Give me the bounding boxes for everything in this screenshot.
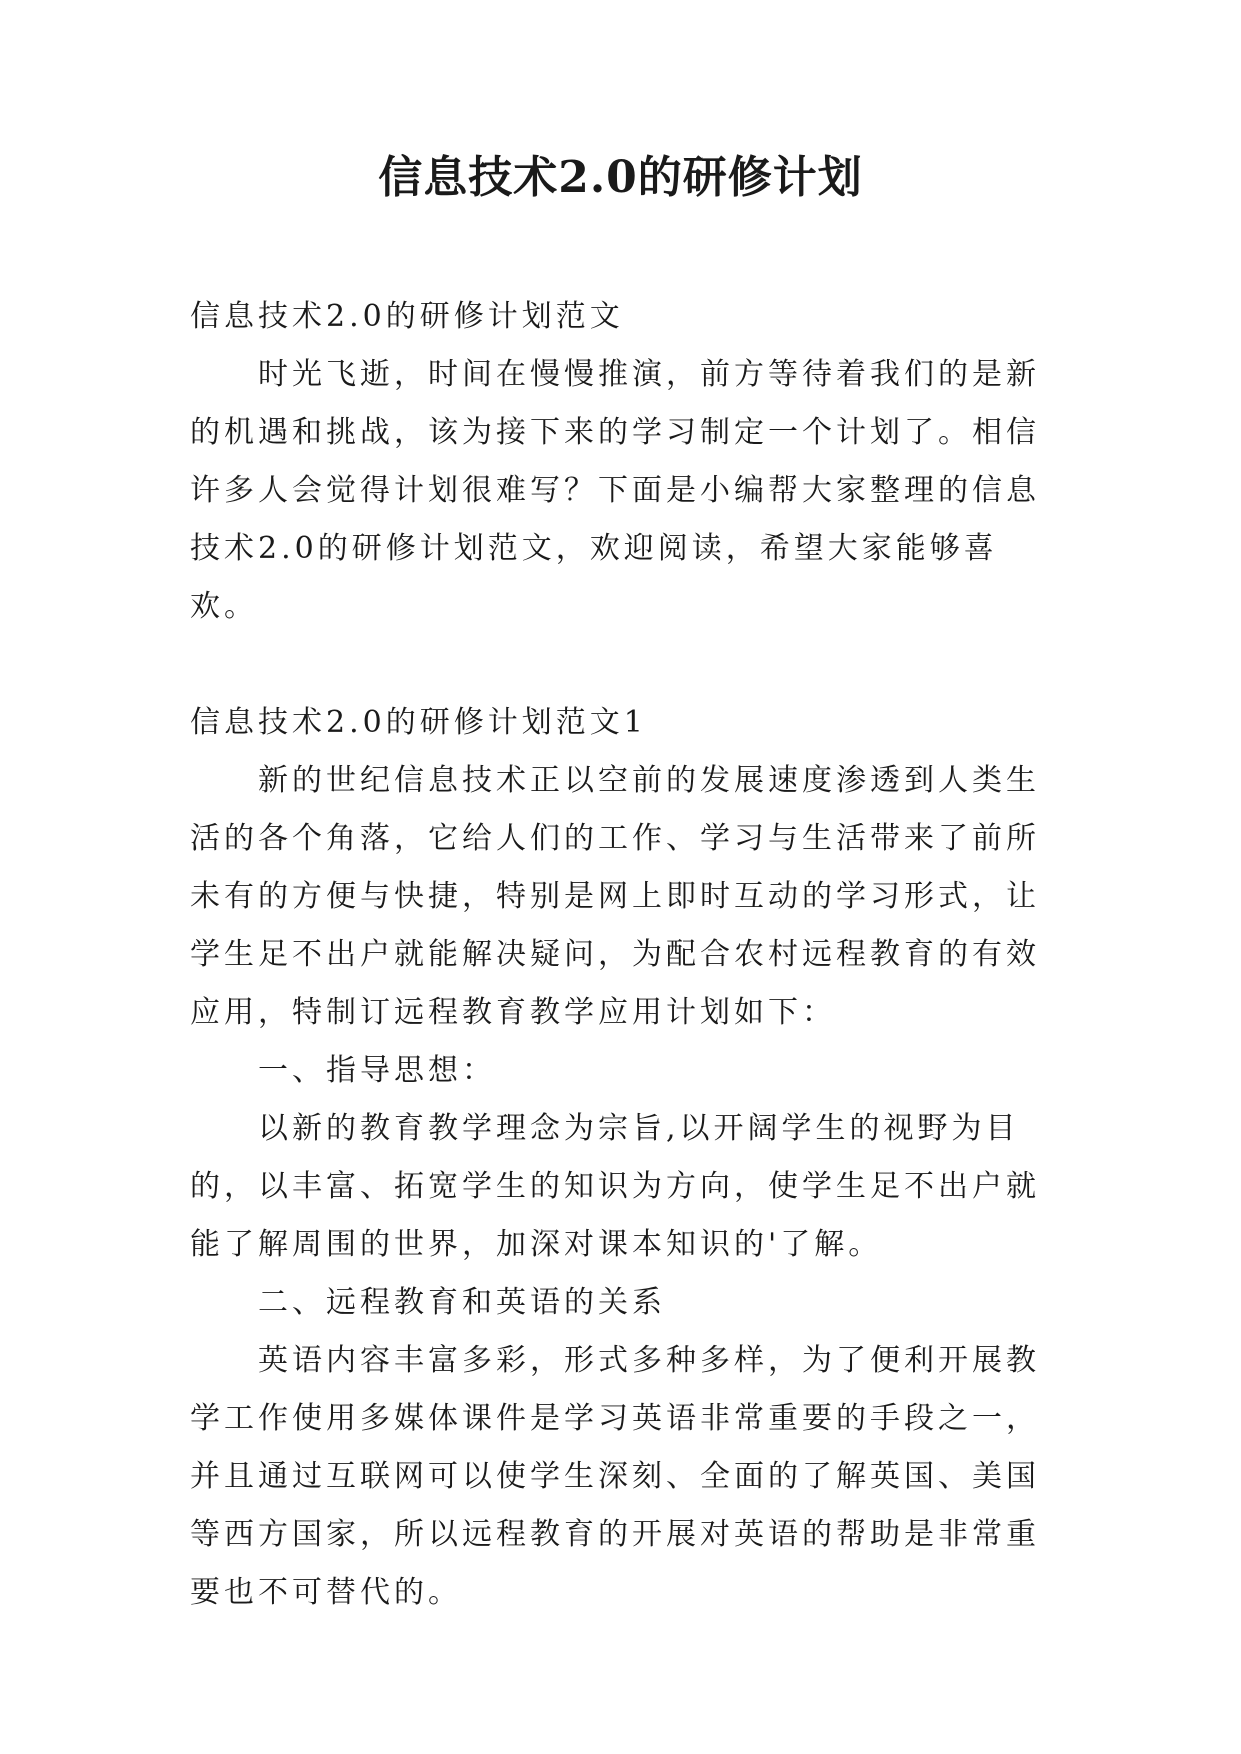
section-subtitle: 信息技术2.0的研修计划范文 <box>190 299 624 334</box>
section-heading: 二、远程教育和英语的关系 <box>258 1285 666 1320</box>
body-paragraph: 以新的教育教学理念为宗旨,以开阔学生的视野为目的，以丰富、拓宽学生的知识为方向，使学生足不出户就能了解周围的世界，加深对课本知识的'了解。 <box>190 1111 1040 1262</box>
document-body <box>190 288 1058 1622</box>
body-paragraph: 英语内容丰富多彩，形式多种多样，为了便利开展教学工作使用多媒体课件是学习英语非常重要的手段之一，并且通过互联网可以使学生深刻、全面的了解英国、美国等西方国家，所以远程教育的开展对英语的帮助是非常重要也不可替代的。 <box>190 1343 1040 1610</box>
body-paragraph: 新的世纪信息技术正以空前的发展速度渗透到人类生活的各个角落，它给人们的工作、学习与生活带来了前所未有的方便与快捷，特别是网上即时互动的学习形式，让学生足不出户就能解决疑问，为配合农村远程教育的有效应用，特制订远程教育教学应用计划如下： <box>190 763 1040 1030</box>
paragraph-spacer <box>190 636 1058 694</box>
section-heading: 一、指导思想： <box>258 1053 496 1088</box>
intro-paragraph: 时光飞逝，时间在慢慢推演，前方等待着我们的是新的机遇和挑战，该为接下来的学习制定一个计划了。相信许多人会觉得计划很难写？下面是小编帮大家整理的信息技术2.0的研修计划范文，欢迎阅读，希望大家能够喜欢。 <box>190 357 1040 624</box>
section-subtitle: 信息技术2.0的研修计划范文1 <box>190 705 647 740</box>
document-title: 信息技术2.0的研修计划 <box>378 152 863 203</box>
